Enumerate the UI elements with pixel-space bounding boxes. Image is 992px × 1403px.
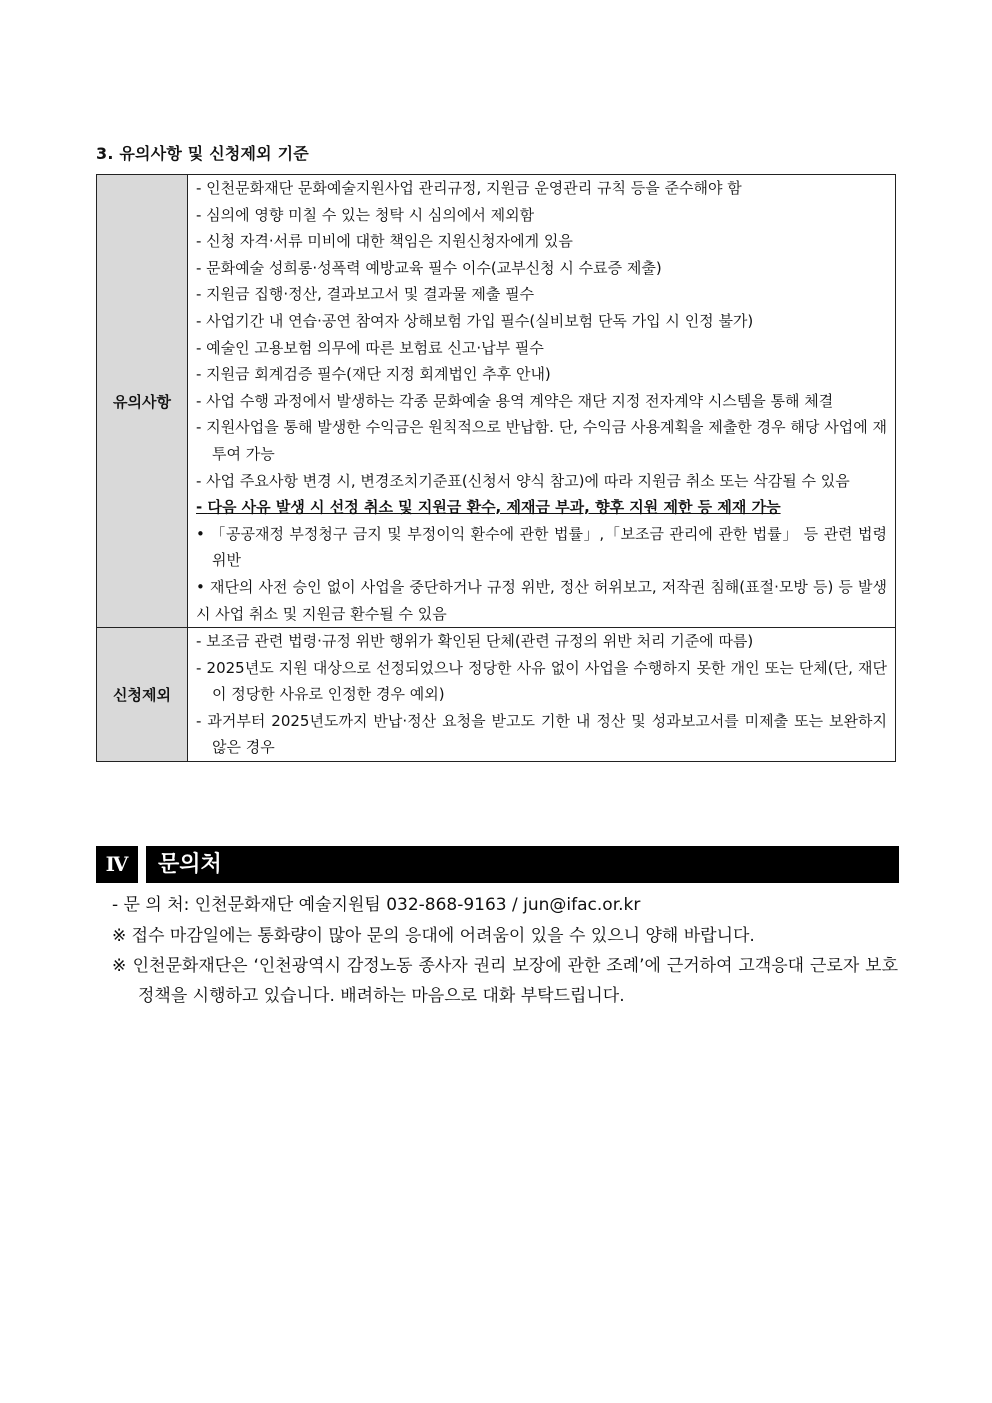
contact-note: ※ 접수 마감일에는 통화량이 많아 문의 응대에 어려움이 있을 수 있으니 양해 바랍니다. [112, 926, 755, 946]
exclusion-item: - 과거부터 2025년도까지 반납·정산 요청을 받고도 기한 내 정산 및 성과보고서를 미제출 또는 보완하지 않은 경우 [196, 711, 887, 757]
notes-row [97, 175, 896, 628]
note-item: - 사업기간 내 연습·공연 참여자 상해보험 가입 필수(실비보험 단독 가입 시 인정 불가) [196, 311, 754, 330]
note-item: - 심의에 영향 미칠 수 있는 청탁 시 심의에서 제외함 [196, 205, 535, 224]
exclusion-row [97, 628, 896, 762]
contact-note: ※ 인천문화재단은 ‘인천광역시 감정노동 종사자 권리 보장에 관한 조례’에 근거하여 고객응대 근로자 보호정책을 시행하고 있습니다. 배려하는 마음으로 대화 부탁드립니다. [112, 956, 898, 1006]
sanction-item: • 「공공재정 부정청구 금지 및 부정이익 환수에 관한 법률」,「보조금 관리에 관한 법률」 등 관련 법령 위반 [196, 524, 887, 570]
sanction-dash: - [196, 498, 208, 517]
note-item: - 인천문화재단 문화예술지원사업 관리규정, 지원금 운영관리 규칙 등을 준수해야 함 [196, 179, 742, 197]
exclusion-cell [188, 628, 896, 762]
note-item: - 사업 수행 과정에서 발생하는 각종 문화예술 용역 계약은 재단 지정 전자계약 시스템을 통해 체결 [196, 391, 834, 410]
notes-header: 유의사항 [97, 175, 188, 628]
section-heading-bar [96, 846, 899, 883]
sanction-text: 다음 사유 발생 시 선정 취소 및 지원금 환수, 제재금 부과, 향후 지원 제한 등 제재 가능 [207, 498, 781, 517]
exclusion-item: - 2025년도 지원 대상으로 선정되었으나 정당한 사유 없이 사업을 수행하지 못한 개인 또는 단체(단, 재단이 정당한 사유로 인정한 경우 예외) [196, 658, 887, 704]
notes-cell [188, 175, 896, 628]
exclusion-header: 신청제외 [97, 628, 188, 762]
note-item: - 예술인 고용보험 의무에 따른 보험료 신고·납부 필수 [196, 338, 544, 357]
sanction-item: • 재단의 사전 승인 없이 사업을 중단하거나 규정 위반, 정산 허위보고, 저작권 침해(표절·모방 등) 등 발생 시 사업 취소 및 지원금 환수될 수 있음 [196, 577, 887, 623]
notice-table [96, 174, 896, 762]
contact-info: - 문 의 처: 인천문화재단 예술지원팀 032-868-9163 / jun@ifac.or.kr [112, 895, 641, 915]
note-item: - 사업 주요사항 변경 시, 변경조치기준표(신청서 양식 참고)에 따라 지원금 취소 또는 삭감될 수 있음 [196, 471, 850, 490]
note-item: - 문화예술 성희롱·성폭력 예방교육 필수 이수(교부신청 시 수료증 제출) [196, 258, 662, 277]
section-title: 3. 유의사항 및 신청제외 기준 [96, 144, 309, 163]
note-item: - 지원금 집행·정산, 결과보고서 및 결과물 제출 필수 [196, 285, 535, 304]
exclusion-item: - 보조금 관련 법령·규정 위반 행위가 확인된 단체(관련 규정의 위반 처리 기준에 따름) [196, 632, 754, 651]
note-item: - 신청 자격·서류 미비에 대한 책임은 지원신청자에게 있음 [196, 232, 573, 251]
note-item: - 지원사업을 통해 발생한 수익금은 원칙적으로 반납함. 단, 수익금 사용계획을 제출한 경우 해당 사업에 재투여 가능 [196, 418, 887, 463]
section-heading: 문의처 [158, 852, 222, 877]
note-item: - 지원금 회계검증 필수(재단 지정 회계법인 추후 안내) [196, 365, 551, 384]
heading-divider [138, 846, 146, 883]
sanction-notice [196, 494, 887, 521]
section-number: Ⅳ [105, 852, 129, 876]
